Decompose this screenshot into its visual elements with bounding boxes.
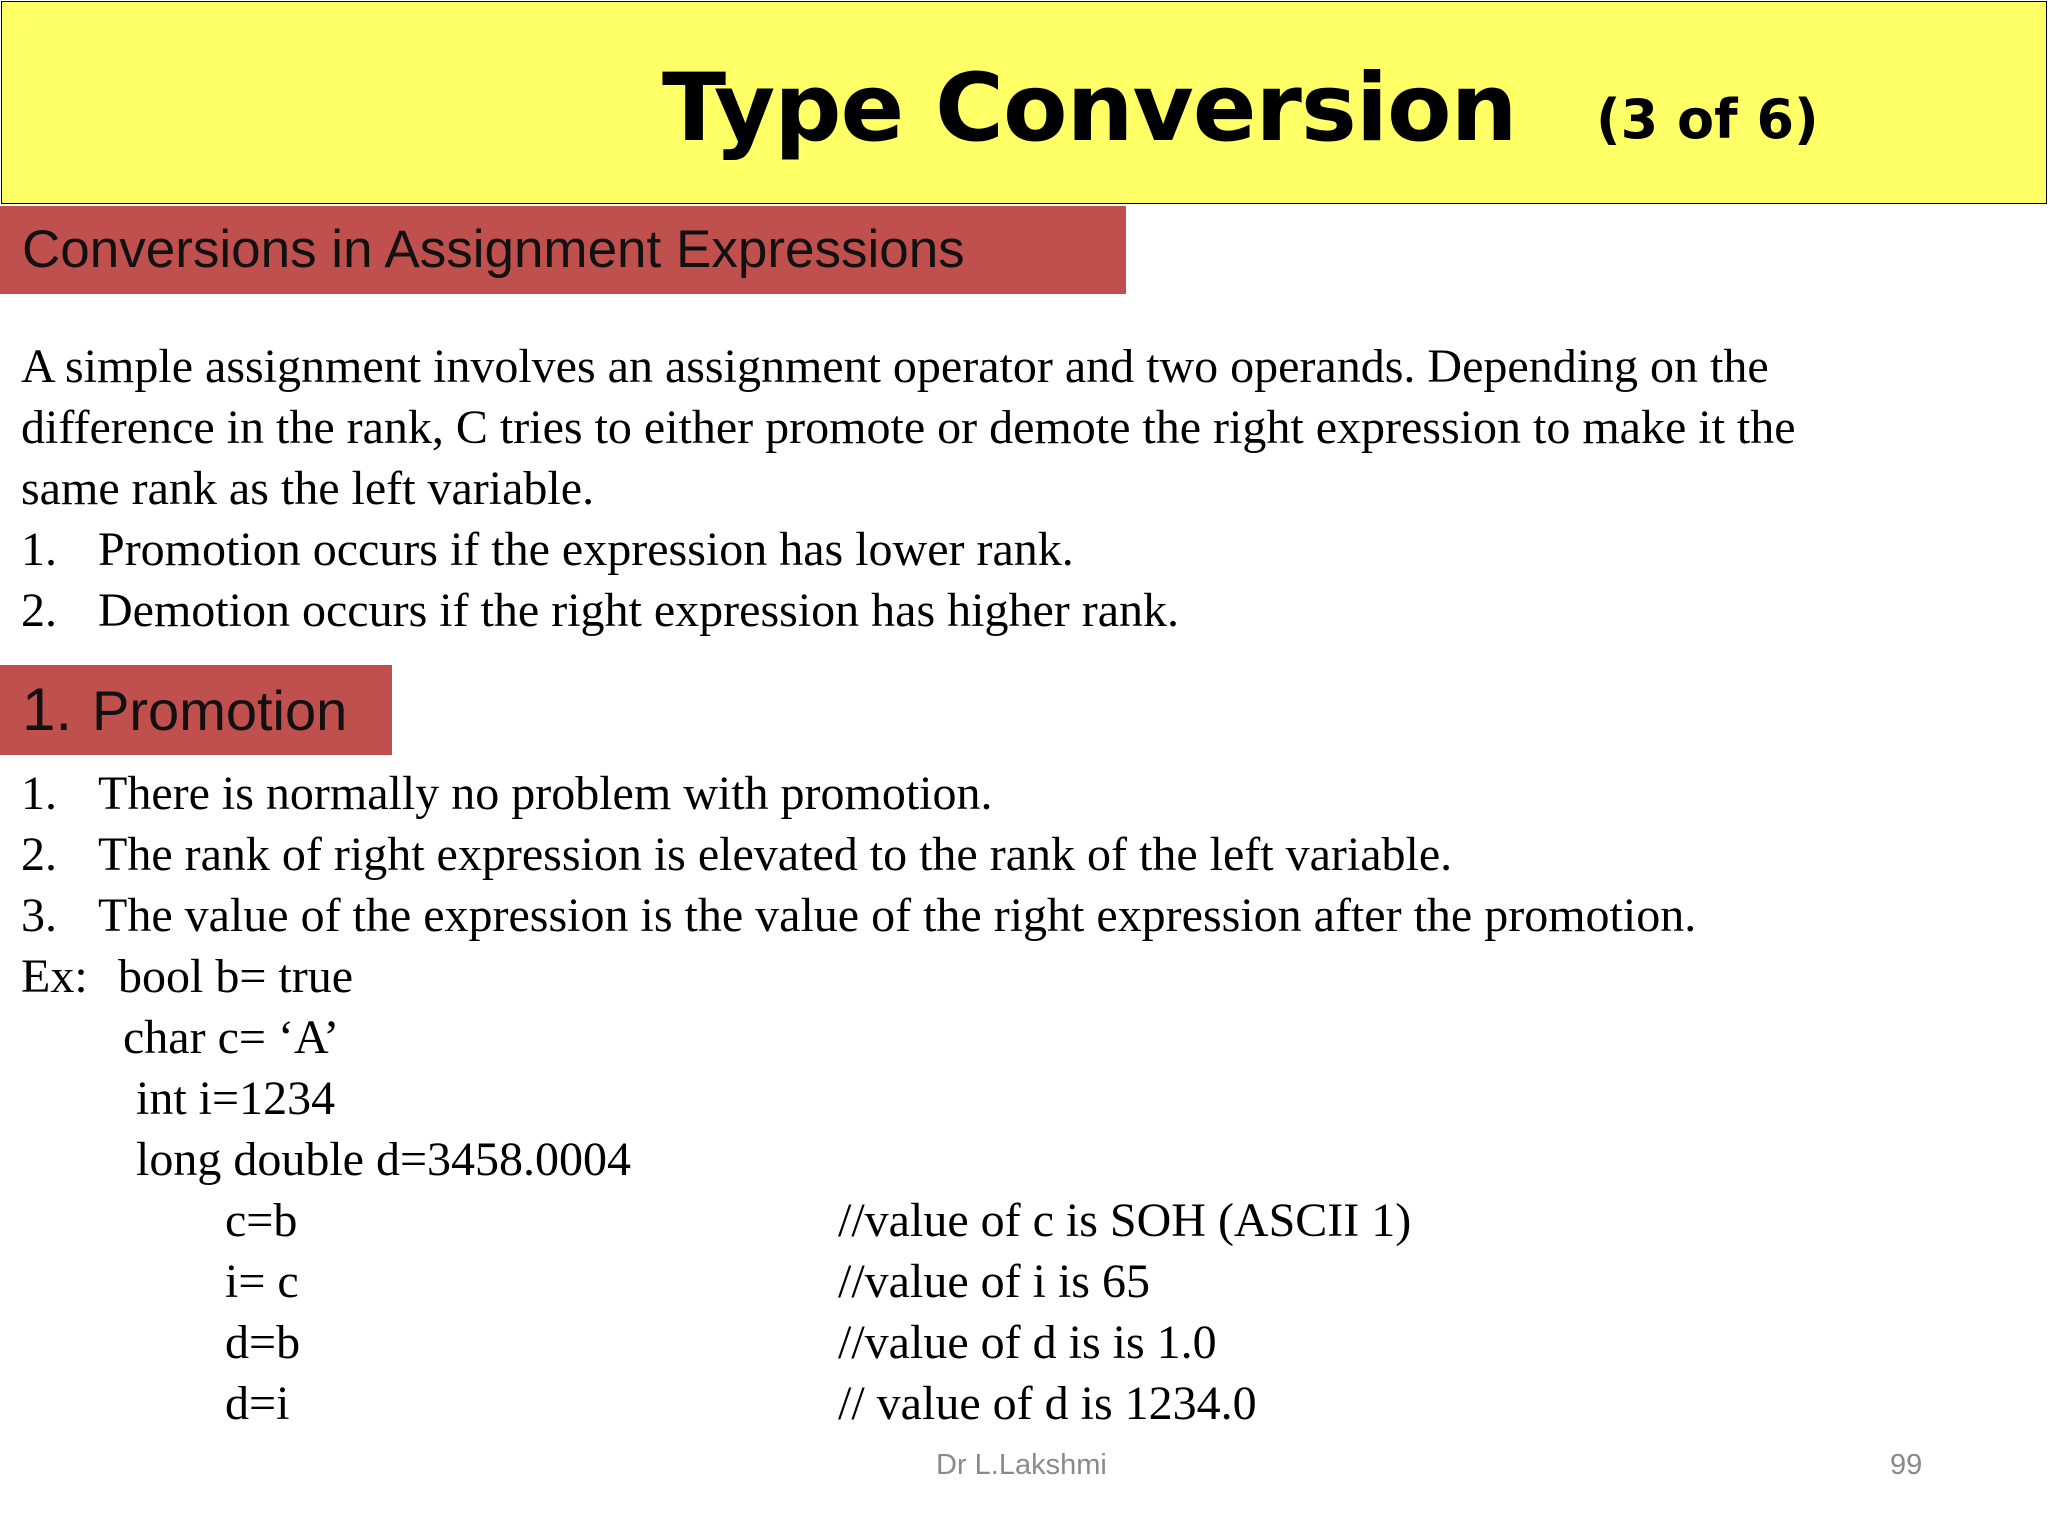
title-bar [1, 1, 2047, 204]
code-statement: c=b [225, 1194, 298, 1247]
code-declaration: int i=1234 [136, 1072, 336, 1125]
heading-number: 1. [22, 676, 73, 743]
code-declaration: char c= ‘A’ [123, 1011, 340, 1064]
section-heading-promotion [0, 665, 392, 755]
code-declaration: bool b= true [118, 950, 354, 1003]
list-item: There is normally no problem with promotion. [98, 767, 993, 820]
code-comment: //value of d is is 1.0 [838, 1316, 1217, 1369]
list-number: 3. [21, 889, 57, 942]
paragraph-line: difference in the rank, C tries to either promote or demote the right expression to make it the [21, 401, 1796, 454]
list-item: Demotion occurs if the right expression has higher rank. [98, 584, 1180, 637]
list-number: 2. [21, 828, 57, 881]
code-comment: //value of i is 65 [838, 1255, 1150, 1308]
code-comment: // value of d is 1234.0 [838, 1377, 1257, 1430]
list-item: The value of the expression is the value of the right expression after the promotion. [98, 889, 1697, 942]
code-statement: d=i [225, 1377, 290, 1430]
code-comment: //value of c is SOH (ASCII 1) [838, 1194, 1412, 1247]
code-statement: d=b [225, 1316, 301, 1369]
list-number: 2. [21, 584, 57, 637]
footer-author: Dr L.Lakshmi [936, 1449, 1107, 1481]
list-number: 1. [21, 523, 57, 576]
page-number: 99 [1890, 1449, 1923, 1481]
list-item: Promotion occurs if the expression has lower rank. [98, 523, 1074, 576]
list-item: The rank of right expression is elevated to the rank of the left variable. [98, 828, 1453, 881]
intro-paragraph [21, 336, 1796, 519]
paragraph-line: A simple assignment involves an assignment operator and two operands. Depending on the [21, 340, 1769, 393]
slide-subtitle: (3 of 6) [1596, 88, 1819, 151]
code-statement: i= c [225, 1255, 299, 1308]
example-label: Ex: [21, 950, 88, 1003]
section-heading-assignment: Conversions in Assignment Expressions [0, 206, 1126, 294]
list-number: 1. [21, 767, 57, 820]
slide-title: Type Conversion [662, 54, 1517, 163]
paragraph-line: same rank as the left variable. [21, 462, 595, 515]
heading-label: Promotion [92, 679, 348, 742]
code-declaration: long double d=3458.0004 [136, 1133, 632, 1186]
